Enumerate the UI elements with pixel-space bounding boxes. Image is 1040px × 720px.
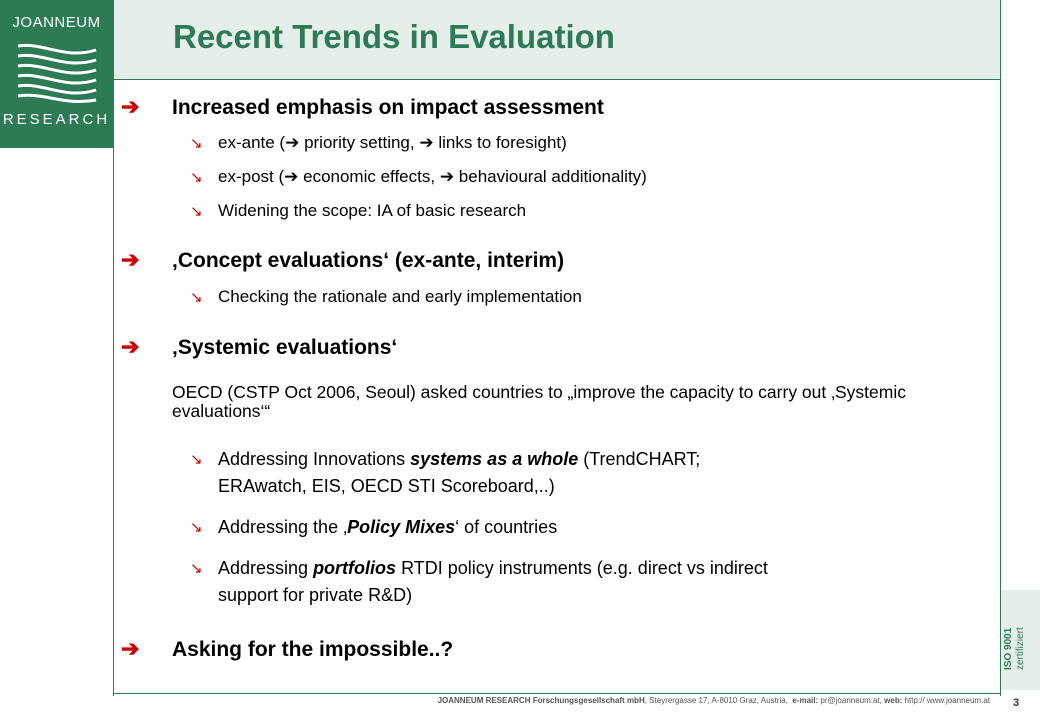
email-link[interactable]: pr@joanneum.at, xyxy=(820,696,882,705)
right-arrow-icon: ➔ xyxy=(285,133,300,152)
bullet-concept-evaluations: ‚Concept evaluations‘ (ex-ante, interim) xyxy=(172,249,565,272)
sub-bullet-portfolios-line2: support for private R&D) xyxy=(218,585,413,605)
down-right-arrow-icon: ↘ xyxy=(190,289,203,306)
down-right-arrow-icon: ↘ xyxy=(190,135,203,152)
oecd-paragraph: OECD (CSTP Oct 2006, Seoul) asked countries to „improve the capacity to carry out ‚Systemic evaluations‘“ xyxy=(172,382,906,421)
sub-bullet-ex-post: ex-post (➔ economic effects, ➔ behavioural additionality) xyxy=(218,167,647,186)
sub-bullet-innovation-systems: Addressing Innovations systems as a whole (TrendCHART; xyxy=(218,449,701,469)
right-arrow-icon: ➔ xyxy=(121,247,140,272)
sub-bullet-policy-mixes: Addressing the ‚Policy Mixes‘ of countries xyxy=(218,517,558,537)
logo-wave-icon xyxy=(14,40,100,104)
title-underline xyxy=(113,79,1001,80)
sub-bullet-rationale: Checking the rationale and early implementation xyxy=(218,287,582,306)
down-right-arrow-icon: ↘ xyxy=(190,519,203,536)
right-arrow-icon: ➔ xyxy=(284,167,299,186)
slide-title: Recent Trends in Evaluation xyxy=(173,18,615,55)
footer-line xyxy=(113,693,1001,694)
sub-bullet-ex-ante: ex-ante (➔ priority setting, ➔ links to foresight) xyxy=(218,133,567,152)
logo-text-top: JOANNEUM xyxy=(12,14,101,31)
right-arrow-icon: ➔ xyxy=(121,636,140,661)
right-arrow-icon: ➔ xyxy=(121,334,140,359)
sub-bullet-portfolios: Addressing portfolios RTDI policy instruments (e.g. direct vs indirect xyxy=(218,558,768,578)
bullet-systemic-evaluations: ‚Systemic evaluations‘ xyxy=(172,336,398,359)
footer: JOANNEUM RESEARCH Forschungsgesellschaft mbH, Steyrergasse 17, A-8010 Graz, Austria, e-mail: pr@joanneum.at, web: http:// www.joanneum.at xyxy=(437,696,990,705)
right-arrow-icon: ➔ xyxy=(121,94,140,119)
down-right-arrow-icon: ↘ xyxy=(190,169,203,186)
iso-certification-badge: ISO 9001 zertifiziert xyxy=(1003,627,1026,670)
joanneum-research-logo xyxy=(0,0,113,148)
down-right-arrow-icon: ↘ xyxy=(190,560,203,577)
logo-text-bottom: RESEARCH xyxy=(2,111,111,128)
down-right-arrow-icon: ↘ xyxy=(190,203,203,220)
down-right-arrow-icon: ↘ xyxy=(190,451,203,468)
right-arrow-icon: ➔ xyxy=(439,167,455,186)
sub-bullet-innovation-systems-line2: ERAwatch, EIS, OECD STI Scoreboard,..) xyxy=(218,476,555,496)
web-link[interactable]: http:// www.joanneum.at xyxy=(904,696,990,705)
left-frame-line xyxy=(113,0,114,696)
page-number: 3 xyxy=(1013,697,1020,709)
sub-bullet-widening-scope: Widening the scope: IA of basic research xyxy=(218,201,527,220)
bullet-impossible: Asking for the impossible..? xyxy=(172,638,454,661)
right-arrow-icon: ➔ xyxy=(419,133,434,152)
bullet-impact-assessment: Increased emphasis on impact assessment xyxy=(172,96,604,119)
